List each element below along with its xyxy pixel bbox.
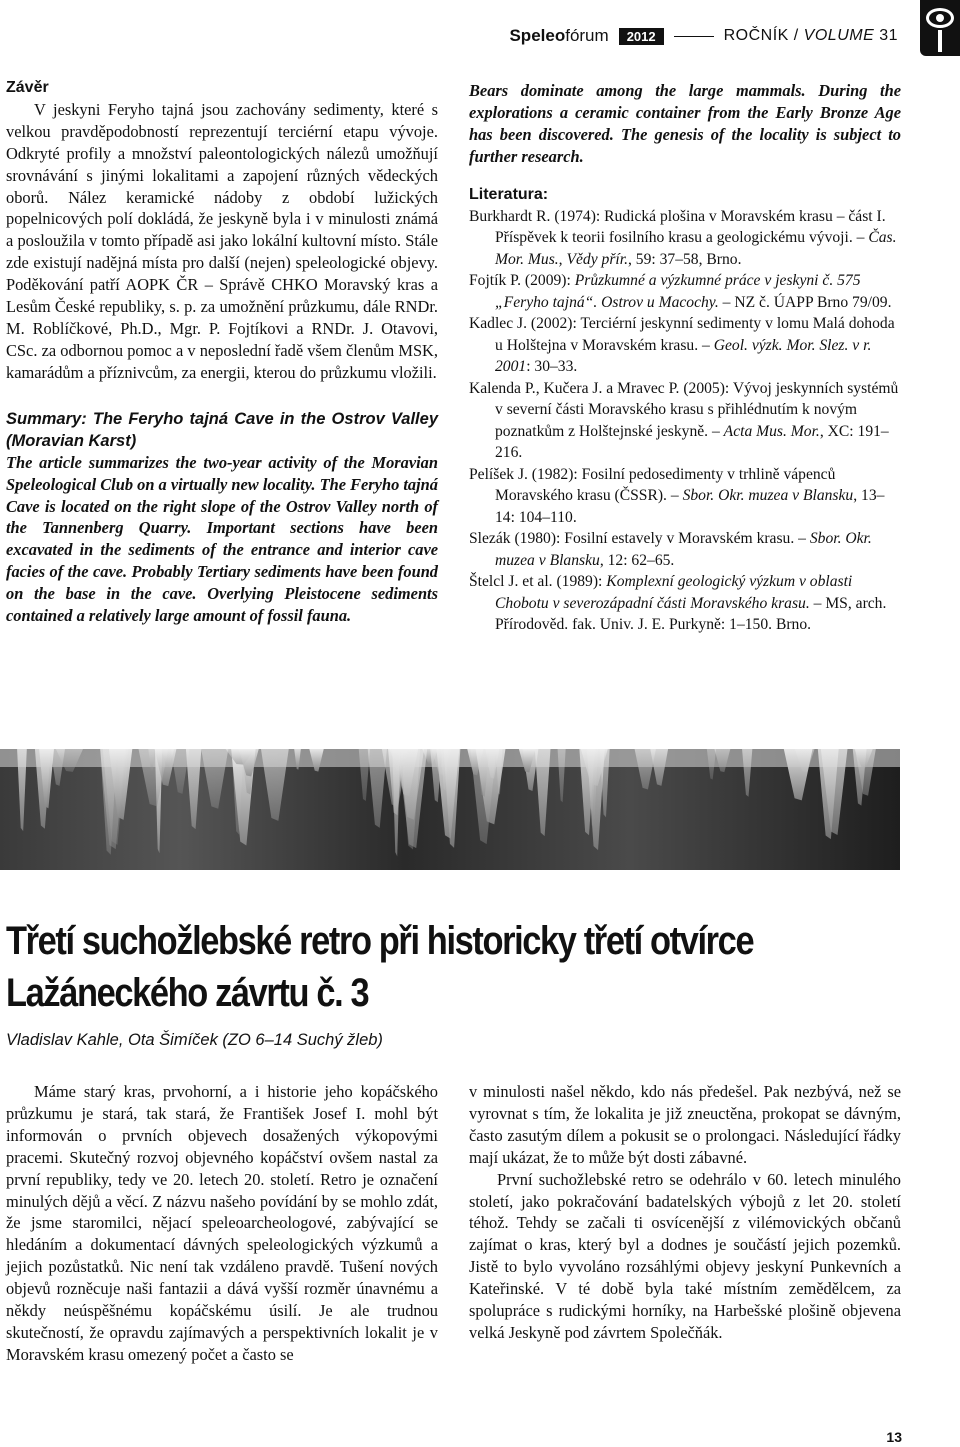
summary-heading: Summary: The Feryho tajná Cave in the Ostrov Valley (Moravian Karst) [6, 409, 438, 450]
left-column [6, 77, 438, 627]
reference-item: Fojtík P. (2009): Průzkumné a výzkumné práce v jeskyni č. 575 „Feryho tajná“. Ostrov u Macochy. – NZ č. ÚAPP Brno 79/09. [469, 272, 892, 311]
eye-logo-icon [920, 0, 960, 56]
summary-continuation: Bears dominate among the large mammals. During the explorations a ceramic container from the Early Bronze Age has been discovered. The genesis of the locality is subject to further research. [469, 81, 901, 166]
article-authors: Vladislav Kahle, Ota Šimíček (ZO 6–14 Suchý žleb) [6, 1031, 383, 1049]
article-paragraph-1: Máme starý kras, prvohorní, a i historie jeho kopáčského průzkumu je stará, tak stará, že František Josef I. mohl být informován o prvních objevech dosažených výkopovými pracemi. Skutečný rozvoj objevného kopáčství ovšem nastal za první republiky, tedy ve 20. letech 20. století. Retro je označení minulých dějů a věcí. Z názvu našeho povídání by se mohlo zdát, že jsme staromilci, nějací speleoarcheologové, zabývající se hledáním a dokumentací dávných speleologických výzkumů a jejich pozůstatků. Nic není tak vzdáleno pravdě. Tušení nových objevů rozněcuje naši fantazii a dává vyšší rozměr únavnému a někdy neúspěšnému kopáčskému úsilí. Je ale trudnou skutečností, že opravdu zajímavých a perspektivních lokalit je v Moravském krasu omezený počet a často se [6, 1082, 438, 1364]
conclusion-paragraph: V jeskyni Feryho tajná jsou zachovány sedimenty, které s velkou pravděpodobností reprezentují terciérní etapu vývoje. Odkryté profily a množství paleontologických nálezů umožňují srovnávání s jinými lokalitami a zapojení různých vědeckých oborů. Nález keramické nádoby z období lužických popelnicových polí dokládá, že jeskyně byla i v minulosti známá a posloužila v tomto případě asi jako lokální kultovní místo. Stále zde existují nadějná místa pro další (nejen) speleologické objevy. Poděkování patří AOPK ČR – Správě CHKO Moravský kras a Lesům České republiky, s. p. za umožnění průzkumu, dále RNDr. M. Roblíčkové, Ph.D., Mgr. P. Fojtíkovi a RNDr. J. Otavovi, CSc. za odbornou pomoc a v neposlední řadě všem členům MSK, kamarádům a příznivcům, za energii, kterou do průzkumu vložili. [6, 99, 438, 382]
article-paragraph-2: v minulosti našel někdo, kdo nás předešel. Pak nezbývá, než se vyrovnat s tím, že lokalita je již zneuctěna, prokopat se dávným, často zasutým dílem a pokusit se o prolongaci. Následující řádky mají ukázat, že to může být dosti zábavné. [469, 1082, 901, 1167]
reference-item: Burkhardt R. (1974): Rudická plošina v Moravském krasu – část I. Příspěvek k teorii fosilního krasu a geologickému vývoji. – Čas. Mor. Mus., Vědy přír., 59: 37–58, Brno. [469, 207, 897, 268]
cave-photo [0, 749, 900, 870]
journal-logo: Speleofórum [509, 26, 609, 45]
literature-heading: Literatura: [469, 185, 549, 203]
article-paragraph-3: První suchožlebské retro se odehrálo v 60. letech minulého století, jako pokračování badatelských výbojů z let 20. století téhož. Tehdy se začali ti osvícenější z vilémovických občanů zajímat o kras, který byl a dodnes je součástí jejich pozemků. Jistě to bylo vyvoláno rozsáhlými objevy jeskyní Punkevních a Kateřinské. V té době byla také místním zemědělcem, za spolupráce s rudickými horníky, na Harbešské plošině objevena velká Jeskyně pod závrtem Společňák. [469, 1169, 901, 1342]
year-badge: 2012 [619, 28, 664, 45]
volume-label: ROČNÍK / VOLUME 31 [723, 27, 898, 44]
summary-text: The article summarizes the two-year activity of the Moravian Speleological Club on a virtually new locality. The Feryho tajná Cave is located on the right slope of the Ostrov Valley north of the Tannenberg Quarry. Important sections have been excavated in the sediments of the entrance and interior cave facies of the cave. Probably Tertiary sediments have been found on the base in the cave. Overlying Pleistocene sediments contained a relatively large amount of fossil fauna. [6, 452, 438, 626]
reference-list [469, 206, 901, 636]
reference-item: Slezák (1980): Fosilní estavely v Moravském krasu. – Sbor. Okr. muzea v Blansku, 12: 62–65. [469, 530, 872, 569]
header-rule [674, 36, 714, 37]
reference-item: Štelcl J. et al. (1989): Komplexní geologický výzkum v oblasti Chobotu v severozápadní části Moravského krasu. – MS, arch. Přírodověd. fak. Univ. J. E. Purkyně: 1–150. Brno. [469, 573, 887, 634]
reference-item: Pelíšek J. (1982): Fosilní pedosedimenty v trhlině vápenců Moravského krasu (ČSSR). – Sbor. Okr. muzea v Blansku, 13–14: 104–110. [469, 465, 885, 526]
reference-item: Kalenda P., Kučera J. a Mravec P. (2005): Vývoj jeskynních systémů v severní části Moravského krasu s přihlédnutím k novým poznatkům z Holštejnské jeskyně. – Acta Mus. Mor., XC: 191–216. [469, 379, 899, 462]
reference-item: Kadlec J. (2002): Terciérní jeskynní sedimenty v lomu Malá dohoda u Holštejna v Moravském krasu. – Geol. výzk. Mor. Slez. v r. 2001: 30–33. [469, 315, 895, 376]
page-number: 13 [886, 1429, 902, 1445]
running-header [509, 24, 898, 48]
conclusion-heading: Závěr [6, 79, 49, 96]
right-column [469, 80, 901, 636]
article-left-column [6, 1081, 438, 1366]
article-right-column [469, 1081, 901, 1344]
article-title: Třetí suchožlebské retro při historicky třetí otvírce Lažáneckého závrtu č. 3 [6, 919, 754, 1015]
